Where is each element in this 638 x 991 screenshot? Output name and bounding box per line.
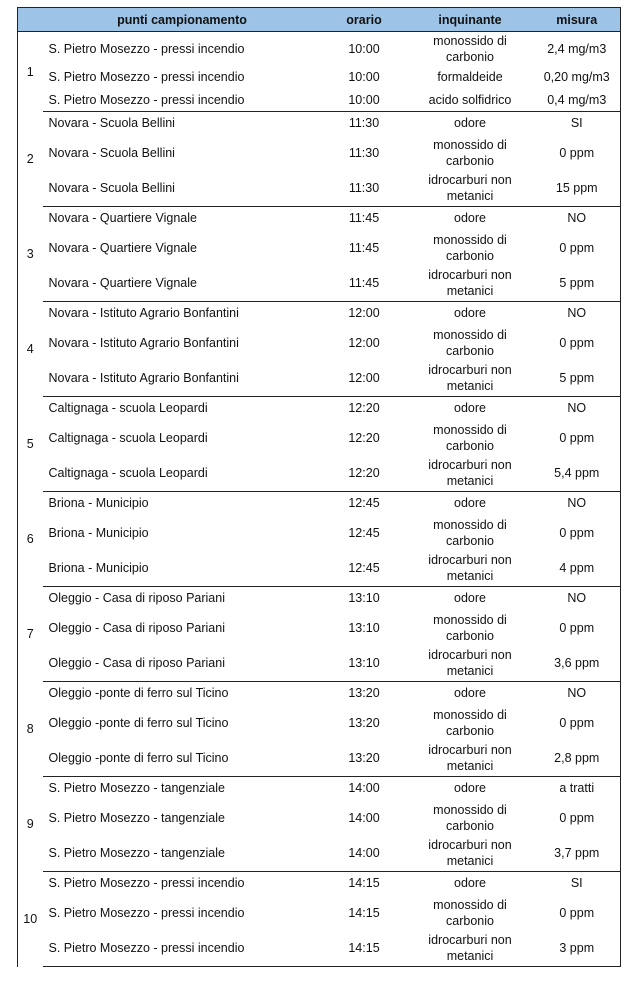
- sampling-point-cell: Novara - Quartiere Vignale: [48, 211, 197, 226]
- sampling-point-cell: S. Pietro Mosezzo - pressi incendio: [48, 41, 245, 56]
- time-cell: 13:20: [348, 686, 380, 701]
- time-cell: 11:45: [348, 211, 380, 226]
- pollutant-cell: formaldeide: [437, 70, 503, 84]
- measure-cell: NO: [534, 587, 621, 610]
- table-row: [18, 112, 621, 135]
- header-time: orario: [322, 8, 407, 32]
- measure-cell: 5 ppm: [534, 266, 621, 302]
- table-row: [18, 89, 621, 112]
- pollutant-cell: idrocarburi non metanici: [407, 646, 534, 682]
- measure-cell: a tratti: [534, 777, 621, 800]
- measure-cell: 5 ppm: [534, 361, 621, 397]
- sampling-point-cell: Novara - Istituto Agrario Bonfantini: [43, 361, 322, 397]
- group-number: 7: [18, 587, 43, 682]
- measure-cell: NO: [534, 397, 621, 420]
- time-cell: 12:45: [348, 496, 380, 511]
- measure-cell: 3 ppm: [534, 931, 621, 967]
- sampling-point-cell: Novara - Scuola Bellini: [48, 145, 175, 160]
- group-number: 9: [18, 777, 43, 872]
- pollutant-cell: monossido di carbonio: [433, 327, 507, 358]
- sampling-point-cell: Oleggio -ponte di ferro sul Ticino: [48, 715, 229, 730]
- sampling-point-cell: S. Pietro Mosezzo - pressi incendio: [48, 70, 245, 84]
- pollutant-cell: acido solfidrico: [407, 89, 534, 112]
- table-header: [18, 8, 621, 32]
- measure-cell: 0 ppm: [534, 800, 621, 836]
- time-cell: 10:00: [348, 41, 380, 56]
- time-cell: 13:10: [348, 620, 380, 635]
- table-row: [18, 610, 621, 646]
- sampling-point-cell: Novara - Scuola Bellini: [43, 171, 322, 207]
- sampling-point-cell: Oleggio - Casa di riposo Pariani: [48, 620, 225, 635]
- table-row: [18, 135, 621, 171]
- table-body: [18, 32, 621, 967]
- sampling-point-cell: Novara - Quartiere Vignale: [48, 240, 197, 255]
- pollutant-cell: idrocarburi non metanici: [407, 171, 534, 207]
- table-row: [18, 397, 621, 420]
- table-row: [18, 420, 621, 456]
- pollutant-cell: odore: [454, 496, 486, 511]
- time-cell: 14:15: [322, 931, 407, 967]
- sampling-point-cell: Novara - Quartiere Vignale: [43, 266, 322, 302]
- table-row: [18, 800, 621, 836]
- header-measure: misura: [534, 8, 621, 32]
- pollutant-cell: idrocarburi non metanici: [407, 551, 534, 587]
- measure-cell: 2,4 mg/m3: [534, 32, 621, 66]
- pollutant-cell: idrocarburi non metanici: [407, 266, 534, 302]
- group-number: 3: [18, 207, 43, 302]
- sampling-point-cell: Novara - Istituto Agrario Bonfantini: [48, 306, 239, 321]
- pollutant-cell: monossido di carbonio: [433, 612, 507, 643]
- table-row: [18, 171, 621, 207]
- time-cell: 10:00: [348, 70, 380, 84]
- measure-cell: SI: [534, 112, 621, 135]
- table-row: [18, 705, 621, 741]
- time-cell: 12:45: [322, 551, 407, 587]
- table-row: [18, 895, 621, 931]
- sampling-point-cell: Oleggio -ponte di ferro sul Ticino: [43, 741, 322, 777]
- measure-cell: 2,8 ppm: [534, 741, 621, 777]
- time-cell: 12:00: [348, 306, 380, 321]
- pollutant-cell: monossido di carbonio: [433, 422, 507, 453]
- time-cell: 13:10: [322, 646, 407, 682]
- time-cell: 12:45: [348, 525, 380, 540]
- pollutant-cell: monossido di carbonio: [433, 33, 507, 64]
- sampling-point-cell: S. Pietro Mosezzo - pressi incendio: [43, 89, 322, 112]
- time-cell: 12:00: [322, 361, 407, 397]
- time-cell: 13:20: [322, 741, 407, 777]
- measure-cell: 0 ppm: [534, 515, 621, 551]
- group-number: 4: [18, 302, 43, 397]
- time-cell: 14:00: [322, 836, 407, 872]
- measure-cell: NO: [534, 207, 621, 230]
- header-row: [18, 8, 621, 32]
- pollutant-cell: monossido di carbonio: [433, 137, 507, 168]
- table-row: [18, 646, 621, 682]
- measure-cell: 4 ppm: [534, 551, 621, 587]
- group-number: 6: [18, 492, 43, 587]
- time-cell: 10:00: [322, 89, 407, 112]
- table-row: [18, 515, 621, 551]
- table-row: [18, 836, 621, 872]
- header-number: [18, 8, 43, 32]
- sampling-point-cell: Oleggio - Casa di riposo Pariani: [48, 591, 225, 606]
- header-sampling-points: punti campionamento: [43, 8, 322, 32]
- sampling-point-cell: Novara - Scuola Bellini: [48, 116, 175, 131]
- sampling-point-cell: Briona - Municipio: [43, 551, 322, 587]
- sampling-point-cell: S. Pietro Mosezzo - tangenziale: [48, 781, 225, 796]
- pollutant-cell: monossido di carbonio: [433, 707, 507, 738]
- sampling-point-cell: S. Pietro Mosezzo - tangenziale: [48, 810, 225, 825]
- measure-cell: 0 ppm: [534, 420, 621, 456]
- pollutant-cell: odore: [454, 401, 486, 416]
- measure-cell: NO: [534, 682, 621, 705]
- table-row: [18, 207, 621, 230]
- sampling-point-cell: Oleggio - Casa di riposo Pariani: [43, 646, 322, 682]
- sampling-point-cell: Novara - Istituto Agrario Bonfantini: [48, 335, 239, 350]
- group-number: 8: [18, 682, 43, 777]
- sampling-point-cell: Briona - Municipio: [48, 525, 149, 540]
- time-cell: 13:20: [348, 715, 380, 730]
- measure-cell: 0 ppm: [534, 895, 621, 931]
- table-row: [18, 492, 621, 515]
- sampling-point-cell: Briona - Municipio: [48, 496, 149, 511]
- measure-cell: 0 ppm: [534, 135, 621, 171]
- table-row: [18, 872, 621, 895]
- measure-cell: 0,4 mg/m3: [534, 89, 621, 112]
- measure-cell: NO: [534, 302, 621, 325]
- sampling-point-cell: Oleggio -ponte di ferro sul Ticino: [48, 686, 229, 701]
- pollutant-cell: odore: [454, 686, 486, 701]
- measure-cell: 0 ppm: [534, 230, 621, 266]
- pollutant-cell: odore: [454, 211, 486, 226]
- sampling-point-cell: S. Pietro Mosezzo - tangenziale: [43, 836, 322, 872]
- group-number: 2: [18, 112, 43, 207]
- table-row: [18, 361, 621, 397]
- table-row: [18, 931, 621, 967]
- pollutant-cell: monossido di carbonio: [433, 517, 507, 548]
- time-cell: 12:20: [322, 456, 407, 492]
- pollutant-cell: odore: [454, 591, 486, 606]
- time-cell: 14:15: [348, 905, 380, 920]
- pollutant-cell: idrocarburi non metanici: [407, 741, 534, 777]
- time-cell: 11:45: [348, 240, 380, 255]
- sampling-point-cell: Caltignaga - scuola Leopardi: [43, 456, 322, 492]
- table-row: [18, 230, 621, 266]
- measure-cell: SI: [534, 872, 621, 895]
- time-cell: 12:20: [348, 401, 380, 416]
- sampling-point-cell: S. Pietro Mosezzo - pressi incendio: [43, 931, 322, 967]
- pollutant-cell: odore: [454, 781, 486, 796]
- group-number: 10: [18, 872, 43, 967]
- time-cell: 14:15: [348, 876, 380, 891]
- table-row: [18, 266, 621, 302]
- measure-cell: 15 ppm: [534, 171, 621, 207]
- sampling-point-cell: Caltignaga - scuola Leopardi: [48, 430, 208, 445]
- table-row: [18, 325, 621, 361]
- pollutant-cell: odore: [454, 876, 486, 891]
- sampling-point-cell: S. Pietro Mosezzo - pressi incendio: [48, 905, 245, 920]
- table-row: [18, 551, 621, 587]
- table-row: [18, 32, 621, 66]
- table-row: [18, 456, 621, 492]
- group-number: 5: [18, 397, 43, 492]
- pollutant-cell: monossido di carbonio: [433, 232, 507, 263]
- pollutant-cell: monossido di carbonio: [433, 897, 507, 928]
- pollutant-cell: monossido di carbonio: [433, 802, 507, 833]
- sampling-point-cell: S. Pietro Mosezzo - pressi incendio: [48, 876, 245, 891]
- table-row: [18, 66, 621, 89]
- group-number: 1: [18, 32, 43, 112]
- measure-cell: NO: [534, 492, 621, 515]
- sampling-table-container: [17, 7, 620, 967]
- sampling-table: [17, 7, 621, 967]
- measure-cell: 3,7 ppm: [534, 836, 621, 872]
- table-row: [18, 777, 621, 800]
- pollutant-cell: idrocarburi non metanici: [407, 931, 534, 967]
- measure-cell: 3,6 ppm: [534, 646, 621, 682]
- time-cell: 11:30: [322, 171, 407, 207]
- sampling-point-cell: Caltignaga - scuola Leopardi: [48, 401, 208, 416]
- pollutant-cell: idrocarburi non metanici: [407, 456, 534, 492]
- time-cell: 13:10: [348, 591, 380, 606]
- time-cell: 11:30: [348, 116, 380, 131]
- measure-cell: 0 ppm: [534, 325, 621, 361]
- time-cell: 14:00: [348, 781, 380, 796]
- measure-cell: 0,20 mg/m3: [534, 66, 621, 89]
- measure-cell: 0 ppm: [534, 610, 621, 646]
- pollutant-cell: idrocarburi non metanici: [407, 836, 534, 872]
- header-pollutant: inquinante: [407, 8, 534, 32]
- table-row: [18, 302, 621, 325]
- time-cell: 12:00: [348, 335, 380, 350]
- table-row: [18, 587, 621, 610]
- pollutant-cell: idrocarburi non metanici: [407, 361, 534, 397]
- measure-cell: 5,4 ppm: [534, 456, 621, 492]
- table-row: [18, 682, 621, 705]
- time-cell: 14:00: [348, 810, 380, 825]
- pollutant-cell: odore: [454, 116, 486, 131]
- time-cell: 12:20: [348, 430, 380, 445]
- pollutant-cell: odore: [454, 306, 486, 321]
- time-cell: 11:45: [322, 266, 407, 302]
- time-cell: 11:30: [348, 145, 380, 160]
- measure-cell: 0 ppm: [534, 705, 621, 741]
- table-row: [18, 741, 621, 777]
